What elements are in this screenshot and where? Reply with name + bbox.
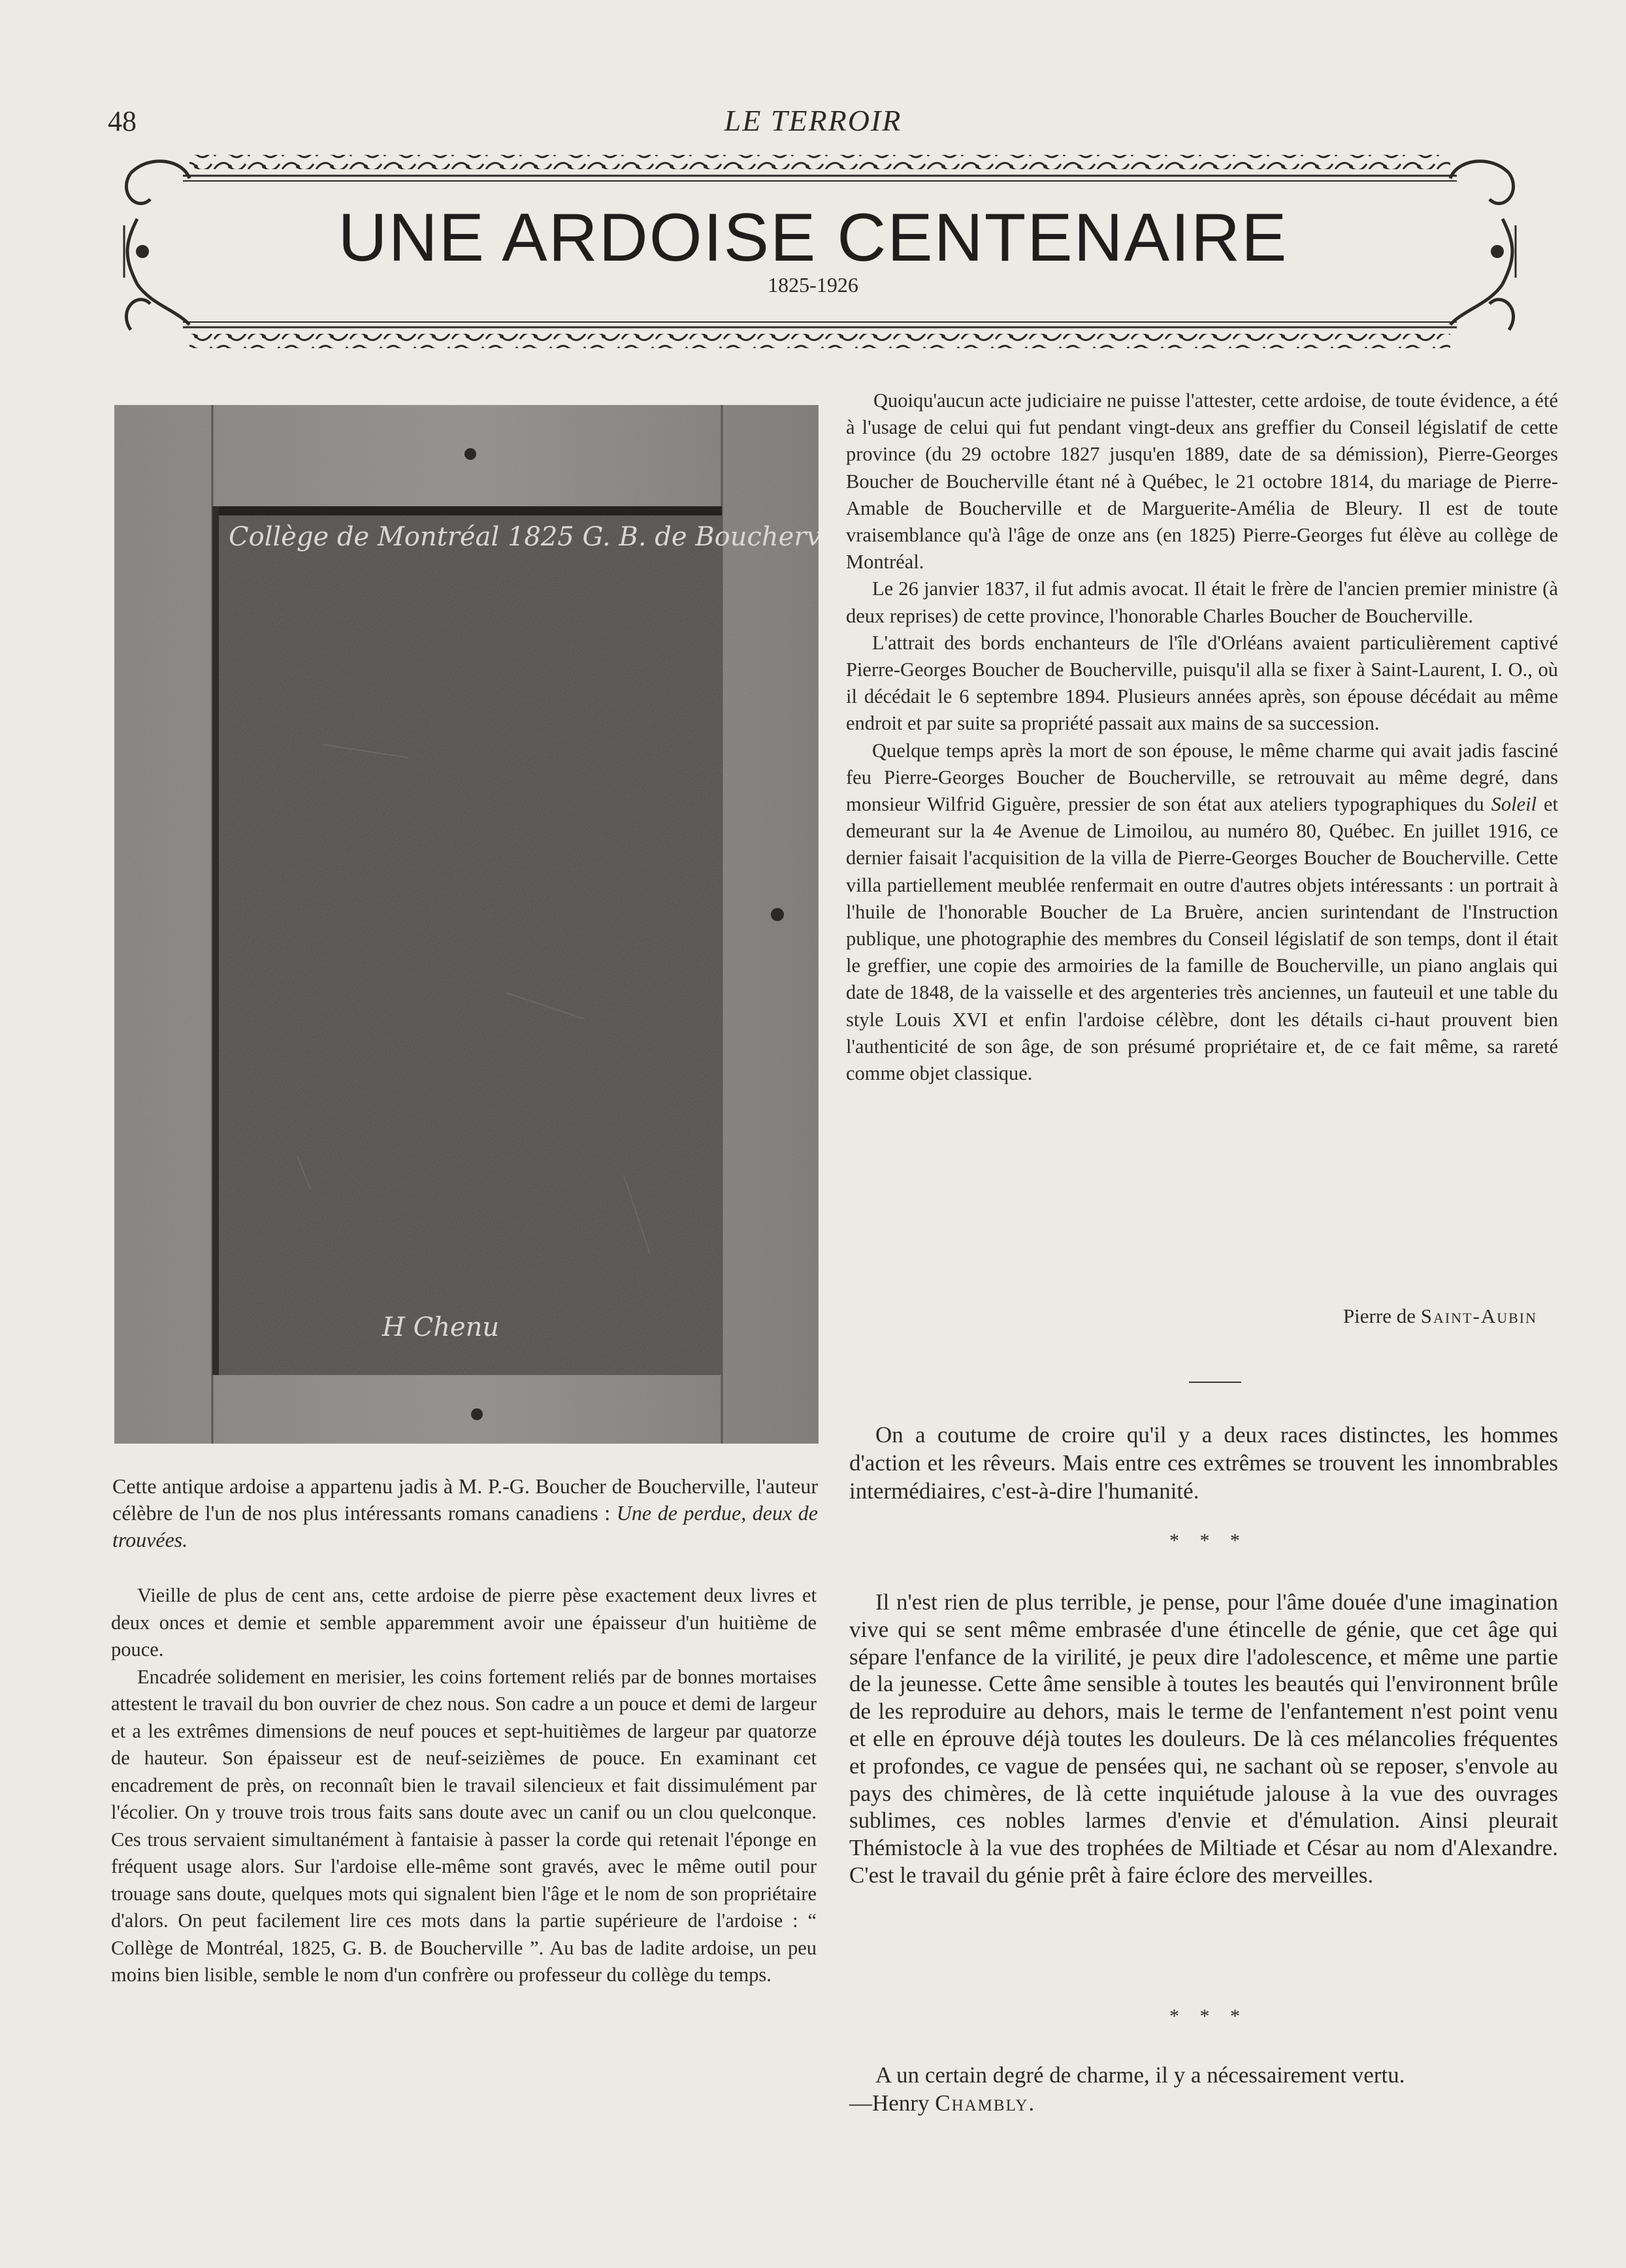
paragraph: On a coutume de croire qu'il y a deux races distinctes, les hommes d'action et les rêveurs. Mais entre ces extrêmes se trouvent les innombrables intermédiaires, c'est-à-dire l'humanité. — [849, 1422, 1558, 1504]
article-signature — [846, 1304, 1537, 1328]
maxim-1 — [849, 1421, 1558, 1505]
maxim-2 — [849, 1589, 1558, 1889]
author-last: Chambly. — [935, 2090, 1036, 2116]
section-divider — [1189, 1382, 1241, 1383]
page-number: 48 — [108, 105, 137, 137]
asterism: * * * — [1169, 1530, 1248, 1551]
slate-inscription-top: Collège de Montréal 1825 G. B. de Boucherville — [229, 522, 819, 552]
paragraph — [846, 737, 1558, 1088]
newspaper-title: Soleil — [1491, 793, 1537, 816]
author-first: —Henry — [849, 2090, 935, 2116]
article-dates: 1825-1926 — [768, 273, 858, 297]
paragraph: Quoiqu'aucun acte judiciaire ne puisse l'attester, cette ardoise, de toute évidence, a été à l'usage de celui qui fut pendant vingt-deux ans greffier du Conseil législatif de cette province (du 29 octobre 1827 jusqu'en 1889, date de sa démission), Pierre-Georges Boucher de Boucherville étant né à Québec, le 21 octobre 1814, du mariage de Pierre-Amable de Boucherville et de Marguerite-Amélia de Bleury. Il est de toute vraisemblance qu'à l'âge de onze ans (en 1825) Pierre-Georges fut élève au collège de Montréal. — [846, 389, 1558, 574]
slate-photograph — [114, 405, 819, 1444]
slate-image — [114, 405, 819, 1444]
right-column-article — [846, 387, 1558, 1087]
asterism: * * * — [1169, 2005, 1248, 2027]
left-column — [111, 1582, 817, 1989]
article-title: UNE ARDOISE CENTENAIRE — [338, 200, 1288, 276]
running-title: LE TERROIR — [724, 104, 902, 137]
paragraph: Vieille de plus de cent ans, cette ardoise de pierre pèse exactement deux livres et deux onces et demie et semble apparemment avoir une épaisseur d'un huitième de pouce. — [111, 1584, 817, 1660]
maxims-author — [849, 2090, 1035, 2116]
slate-inscription-bottom: H Chenu — [382, 1312, 500, 1342]
signature-first: Pierre de — [1342, 1304, 1421, 1327]
caption-text: Cette antique ardoise a appartenu jadis à M. P.-G. Boucher de Boucherville, l'auteur célèbre de l'un de nos plus intéressants romans canadiens : — [112, 1474, 818, 1525]
paragraph: A un certain degré de charme, il y a nécessairement vertu. — [875, 2062, 1405, 2088]
paragraph: Il n'est rien de plus terrible, je pense, pour l'âme douée d'une imagination vive qui se sent même embrasée d'une étincelle de génie, que cet âge qui sépare l'enfance de la virilité, je peux dire l'adolescence, et même une partie de la jeunesse. Cette âme sensible à toutes les beautés qui l'environnent brûle de les reproduire au dehors, mais le terme de l'enfantement n'est point venu et elle en éprouve déjà toutes les douleurs. De là ces mélancolies fréquentes et profondes, ce vague de pensées qui, ne sachant où se reposer, s'envole au pays des chimères, de là cette inquiétude jalouse à la vue des ouvrages sublimes, ces nobles larmes d'envie et d'émulation. Ainsi pleurait Thémistocle à la vue des trophées de Miltiade et César au nom d'Alexandre. C'est le travail du génie prêt à faire éclore des merveilles. — [849, 1589, 1558, 1888]
signature-last: Saint-Aubin — [1420, 1304, 1537, 1327]
paragraph: Le 26 janvier 1837, il fut admis avocat. Il était le frère de l'ancien premier ministre (à deux reprises) de cette province, l'honorable Charles Boucher de Boucherville. — [846, 577, 1558, 627]
paragraph-text: et demeurant sur la 4e Avenue de Limoilou, au numéro 80, Québec. En juillet 1916, ce dernier faisait l'acquisition de la villa de Pierre-Georges Boucher de Boucherville. Cette villa partiellement meublée renfermait en outre d'autres objets intéressants : un portrait à l'huile de l'honorable Boucher de La Bruère, ancien surintendant de l'Instruction publique, une photographie des membres du Conseil législatif de son temps, dont il était le greffier, une copie des armoiries de la famille de Boucherville, un piano anglais qui date de 1848, de la vaisselle et des argenteries très anciennes, un fauteuil et une table du style Louis XVI et enfin l'ardoise célèbre, dont les détails ci-haut prouvent bien l'authenticité de son âge, de son présumé propriétaire et, de ce fait même, sa rareté comme objet classique. — [846, 793, 1558, 1085]
paragraph: Encadrée solidement en merisier, les coins fortement reliés par de bonnes mortaises attestent le travail du bon ouvrier de chez nous. Son cadre a un pouce et demi de largeur et a les extrêmes dimensions de neuf pouces et sept-huitièmes de largeur par quatorze de hauteur. Son épaisseur est de neuf-seizièmes de pouce. En examinant cet encadrement de près, on reconnaît bien le travail silencieux et fait dissimulément par l'écolier. On y trouve trois trous faits sans doute avec un canif ou un clou quelconque. Ces trous servaient simultanément à fantaisie à passer la corde qui retenait l'éponge en fréquent usage alors. Sur l'ardoise elle-même sont gravés, avec le même outil pour trouage sans doute, quelques mots qui signalent bien l'âge et le nom de son propriétaire d'alors. On peut facilement lire ces mots dans la partie supérieure de l'ardoise : “ Collège de Montréal, 1825, G. B. de Boucherville ”. Au bas de ladite ardoise, un peu moins bien lisible, semble le nom d'un confrère ou professeur du collège du temps. — [111, 1665, 817, 1986]
paragraph: L'attrait des bords enchanteurs de l'île d'Orléans avaient particulièrement captivé Pierre-Georges Boucher de Boucherville, puisqu'il alla se fixer à Saint-Laurent, I. O., où il décédait le 6 septembre 1894. Plusieurs années après, son épouse décédait au même endroit et par suite sa propriété passait aux mains de sa succession. — [846, 631, 1558, 735]
caption-novel-title: Une de perdue, deux de trouvées. — [112, 1501, 819, 1551]
paragraph-text: Quelque temps après la mort de son épouse, le même charme qui avait jadis fasciné feu Pierre-Georges Boucher de Boucherville, se retrouvait au même degré, dans monsieur Wilfrid Giguère, pressier de son état aux ateliers typographiques du — [846, 739, 1558, 816]
photo-caption — [112, 1473, 818, 1553]
maxim-3 — [849, 2061, 1558, 2089]
